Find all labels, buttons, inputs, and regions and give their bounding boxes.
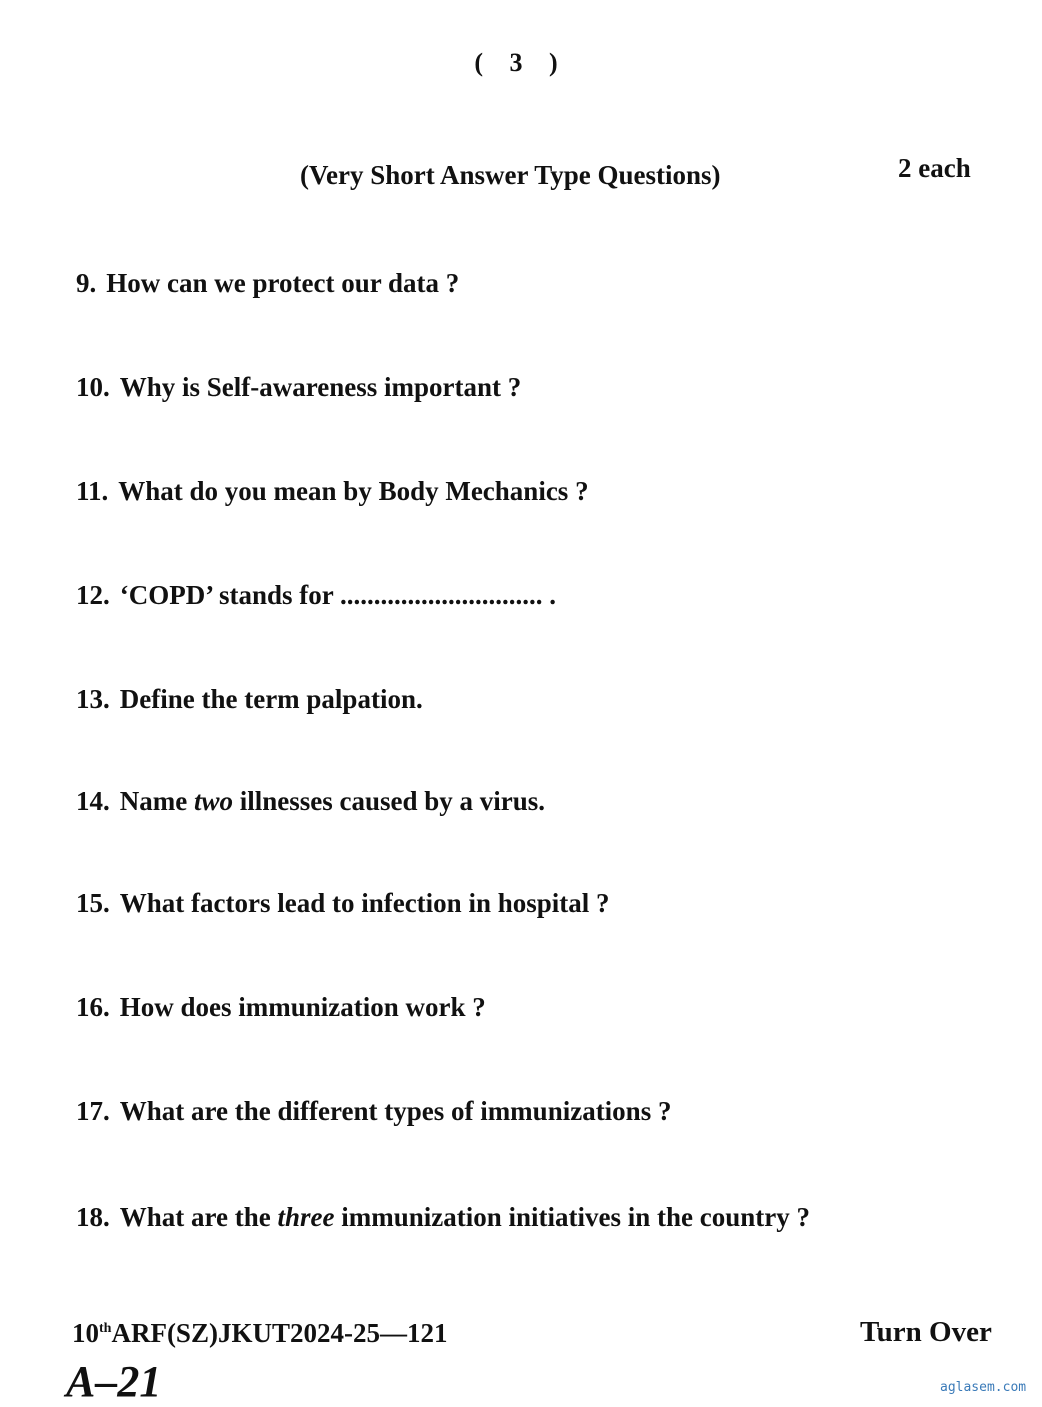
question-15 xyxy=(76,888,610,919)
question-11 xyxy=(76,476,589,507)
paper-code-prefix: 10 xyxy=(72,1318,99,1348)
question-number: 9. xyxy=(76,268,97,298)
question-16 xyxy=(76,992,486,1023)
question-text: ‘COPD’ stands for .............................. . xyxy=(119,580,556,610)
question-number: 10. xyxy=(76,372,110,402)
question-text: Define the term palpation. xyxy=(119,684,423,714)
question-text: How does immunization work ? xyxy=(119,992,486,1022)
question-text: What are the different types of immunizations ? xyxy=(119,1096,672,1126)
question-9 xyxy=(76,268,459,299)
question-number: 13. xyxy=(76,684,110,714)
question-text: What factors lead to infection in hospital ? xyxy=(119,888,610,918)
series-code: A–21 xyxy=(66,1357,162,1406)
paper-code xyxy=(72,1318,447,1349)
question-text: How can we protect our data ? xyxy=(106,268,460,298)
paper-code-sup: th xyxy=(99,1321,112,1336)
question-text: Name xyxy=(119,786,194,816)
paper-code-rest: ARF(SZ)JKUT2024-25—121 xyxy=(111,1318,448,1348)
question-number: 11. xyxy=(76,476,109,506)
question-number: 16. xyxy=(76,992,110,1022)
page-number: ( 3 ) xyxy=(474,48,568,77)
question-emphasis: two xyxy=(193,786,233,816)
question-text-tail: illnesses caused by a virus. xyxy=(233,786,546,816)
question-14 xyxy=(76,786,545,817)
question-number: 12. xyxy=(76,580,110,610)
question-13 xyxy=(76,684,423,715)
question-text: Why is Self-awareness important ? xyxy=(119,372,522,402)
question-number: 18. xyxy=(76,1202,110,1232)
question-emphasis: three xyxy=(277,1202,335,1232)
question-17 xyxy=(76,1096,671,1127)
section-heading: (Very Short Answer Type Questions) xyxy=(300,160,721,190)
question-text: What do you mean by Body Mechanics ? xyxy=(118,476,589,506)
question-10 xyxy=(76,372,521,403)
question-number: 14. xyxy=(76,786,110,816)
question-number: 15. xyxy=(76,888,110,918)
watermark-link[interactable]: aglasem.com xyxy=(940,1380,1027,1395)
question-12 xyxy=(76,580,556,611)
question-text-tail: immunization initiatives in the country ? xyxy=(334,1202,810,1232)
question-number: 17. xyxy=(76,1096,110,1126)
question-text: What are the xyxy=(119,1202,278,1232)
turn-over-label: Turn Over xyxy=(860,1316,992,1348)
question-18 xyxy=(76,1202,810,1233)
marks-label: 2 each xyxy=(898,153,971,183)
